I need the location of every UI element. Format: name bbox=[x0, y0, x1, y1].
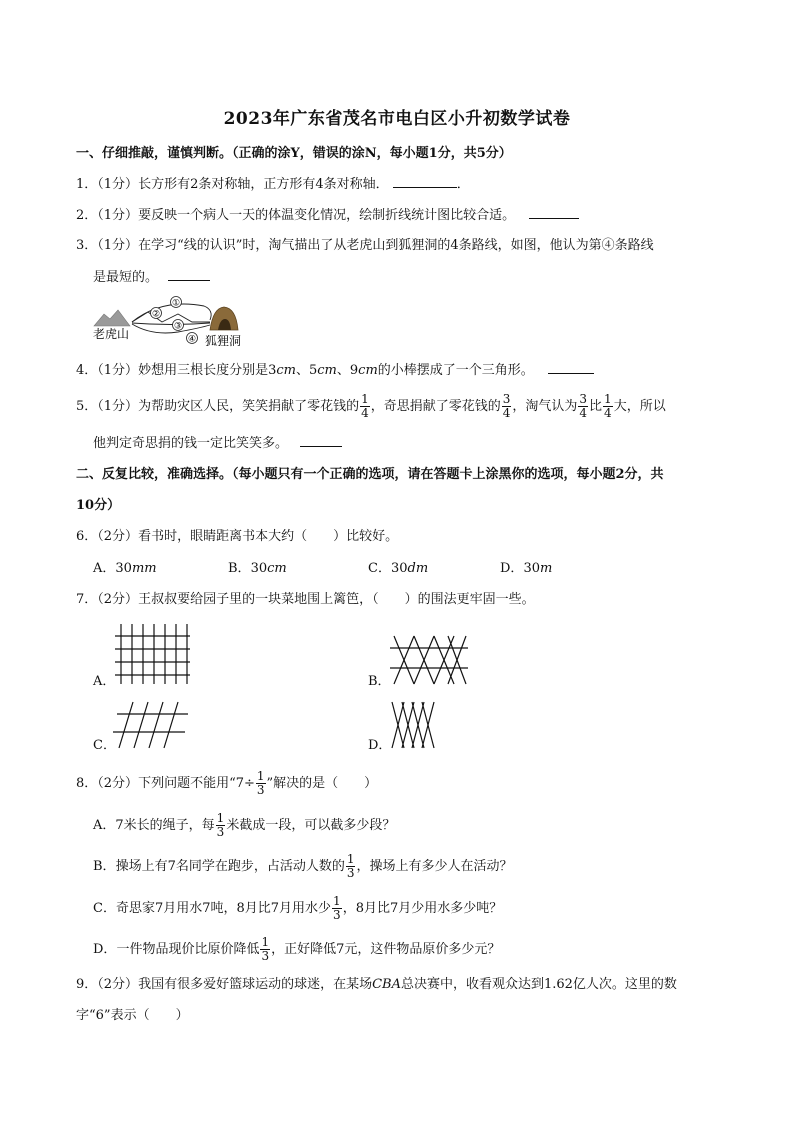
question-5 bbox=[76, 393, 666, 420]
q8-option-c[interactable]: C．奇思家7月用水7吨，8月比7月用水少 $\frac{1}{3}$ ，8月比7月少用水多少吨？ bbox=[93, 894, 503, 922]
q4-text-a: 妙想用三根长度分别是 bbox=[138, 363, 269, 378]
q5-text-d: 比 bbox=[589, 399, 603, 414]
question-9 bbox=[76, 976, 677, 994]
route-3 bbox=[132, 323, 210, 325]
q9-score: （2分） bbox=[97, 977, 139, 992]
q8-fraction: $\frac{1}{3}$ bbox=[256, 769, 265, 797]
section-2-heading-cont: 10分） bbox=[76, 498, 121, 513]
mountain-icon bbox=[94, 310, 130, 326]
question-8 bbox=[76, 770, 377, 797]
q4-text-b: 的小棒摆成了一个三角形。 bbox=[377, 363, 534, 378]
q7-number: 7． bbox=[76, 592, 98, 607]
q4-sep-2: 、 bbox=[336, 363, 350, 378]
q2-text: 要反映一个病人一天的体温变化情况，绘制折线统计图比较合适。 bbox=[138, 208, 516, 223]
q4-score: （1分） bbox=[97, 363, 139, 378]
q5-fraction-1: $\frac{1}{4}$ bbox=[361, 392, 369, 420]
q7-option-a[interactable]: A． bbox=[93, 674, 116, 689]
q6-option-a[interactable]: A．30mm bbox=[93, 561, 157, 576]
q7-score: （2分） bbox=[97, 592, 139, 607]
q6-number: 6． bbox=[76, 529, 98, 544]
fence-parallelogram-icon bbox=[113, 700, 188, 750]
route-label-4: ④ bbox=[187, 334, 197, 345]
question-5-cont bbox=[93, 434, 342, 453]
q8-number: 8． bbox=[76, 776, 98, 791]
q6-text: 看书时，眼睛距离书本大约（ ）比较好。 bbox=[138, 529, 399, 544]
question-9-cont bbox=[76, 1007, 189, 1025]
q3-text2: 是最短的。 bbox=[93, 270, 159, 285]
q9-cba: CBA bbox=[372, 977, 401, 992]
q3-route-figure bbox=[92, 292, 262, 350]
q6-option-c[interactable]: C．30dm bbox=[368, 561, 429, 576]
q6-option-d[interactable]: D．30m bbox=[500, 561, 553, 576]
q1-answer-blank[interactable] bbox=[393, 175, 457, 188]
q7-option-c[interactable]: C． bbox=[93, 738, 116, 753]
q4-unit-2: cm bbox=[317, 363, 337, 378]
question-3 bbox=[76, 237, 654, 255]
q8-text-b: ”解决的是（ ） bbox=[266, 776, 378, 791]
fence-crossed-icon bbox=[390, 700, 438, 750]
tiger-mountain-label: 老虎山 bbox=[93, 327, 130, 341]
q3-score: （1分） bbox=[97, 238, 139, 253]
q5-fraction-4: $\frac{1}{4}$ bbox=[604, 392, 612, 420]
q7-option-b[interactable]: B． bbox=[368, 674, 391, 689]
q8-option-a[interactable]: A．7米长的绳子，每 $\frac{1}{3}$ 米截成一段，可以截多少段？ bbox=[93, 811, 396, 839]
route-label-2: ② bbox=[151, 309, 161, 320]
q5-text-a: 为帮助灾区人民，笑笑捐献了零花钱的 bbox=[138, 399, 360, 414]
question-4 bbox=[76, 361, 594, 380]
q5-fraction-2: $\frac{3}{4}$ bbox=[502, 392, 511, 420]
q5-number: 5． bbox=[76, 399, 98, 414]
q4-number: 4． bbox=[76, 363, 98, 378]
q5-text-b: ，奇思捐献了零花钱的 bbox=[370, 399, 501, 414]
q2-number: 2． bbox=[76, 208, 98, 223]
q4-value-1: 3 bbox=[268, 363, 277, 378]
q4-value-2: 5 bbox=[308, 363, 318, 378]
fox-cave-label: 狐狸洞 bbox=[205, 334, 242, 348]
q3-text: 在学习“线的认识”时，淘气描出了从老虎山到狐狸洞的4条路线，如图，他认为第④条路线 bbox=[138, 238, 654, 253]
question-3-cont bbox=[93, 268, 210, 287]
fence-triangle-lattice-icon bbox=[388, 634, 468, 686]
q9-number: 9． bbox=[76, 977, 98, 992]
q7-option-d[interactable]: D． bbox=[368, 738, 392, 753]
q6-option-b[interactable]: B．30cm bbox=[228, 561, 287, 576]
q4-answer-blank[interactable] bbox=[548, 361, 594, 374]
q5-score: （1分） bbox=[97, 399, 139, 414]
q9-text-b: 总决赛中，收看观众达到1.62亿人次。这里的数 bbox=[400, 977, 677, 992]
question-1 bbox=[76, 175, 470, 194]
q6-score: （2分） bbox=[97, 529, 139, 544]
q3-number: 3． bbox=[76, 238, 98, 253]
q5-fraction-3: $\frac{3}{4}$ bbox=[579, 392, 588, 420]
q8-option-d[interactable]: D．一件物品现价比原价降低 $\frac{1}{3}$ ，正好降低7元，这件物品原价多少元？ bbox=[93, 935, 501, 963]
q8-score: （2分） bbox=[97, 776, 139, 791]
q5-text-e: 大，所以 bbox=[613, 399, 666, 414]
q1-text: 长方形有2条对称轴，正方形有4条对称轴． bbox=[138, 177, 389, 192]
q1-end: ． bbox=[456, 177, 470, 192]
q3-answer-blank[interactable] bbox=[168, 268, 210, 281]
q9-text-a: 我国有很多爱好篮球运动的球迷，在某场 bbox=[138, 977, 373, 992]
q4-sep-1: 、 bbox=[295, 363, 309, 378]
q8-option-b[interactable]: B．操场上有7名同学在跑步，占活动人数的 $\frac{1}{3}$ ，操场上有多少人在活动？ bbox=[93, 852, 513, 880]
section-2-heading: 二、反复比较，准确选择。（每小题只有一个正确的选项，请在答题卡上涂黑你的选项，每小题2分，共 bbox=[76, 467, 664, 482]
q8-text-a: 下列问题不能用“7÷ bbox=[138, 776, 255, 791]
route-label-1: ① bbox=[171, 298, 181, 309]
fence-square-grid-icon bbox=[115, 622, 190, 686]
route-4 bbox=[132, 321, 210, 333]
q5-text2: 他判定奇思捐的钱一定比笑笑多。 bbox=[93, 436, 289, 451]
route-label-3: ③ bbox=[173, 321, 183, 332]
question-7 bbox=[76, 591, 535, 609]
q1-number: 1． bbox=[76, 177, 98, 192]
q9-text2: 字“6”表示（ ） bbox=[76, 1008, 189, 1023]
q5-text-c: ，淘气认为 bbox=[512, 399, 578, 414]
q4-unit-1: cm bbox=[276, 363, 296, 378]
q4-value-3: 9 bbox=[349, 363, 359, 378]
question-2 bbox=[76, 206, 579, 225]
q5-answer-blank[interactable] bbox=[300, 434, 342, 447]
section-1-heading: 一、仔细推敲，谨慎判断。（正确的涂Y，错误的涂N，每小题1分，共5分） bbox=[76, 146, 512, 161]
page-title: 2023年广东省茂名市电白区小升初数学试卷 bbox=[223, 109, 571, 129]
q1-score: （1分） bbox=[97, 177, 139, 192]
question-6 bbox=[76, 528, 398, 546]
route-2 bbox=[132, 309, 210, 322]
q2-answer-blank[interactable] bbox=[529, 206, 579, 219]
q2-score: （1分） bbox=[97, 208, 139, 223]
q7-text: 王叔叔要给园子里的一块菜地围上篱笆，（ ）的围法更牢固一些。 bbox=[138, 592, 535, 607]
q4-unit-3: cm bbox=[358, 363, 378, 378]
